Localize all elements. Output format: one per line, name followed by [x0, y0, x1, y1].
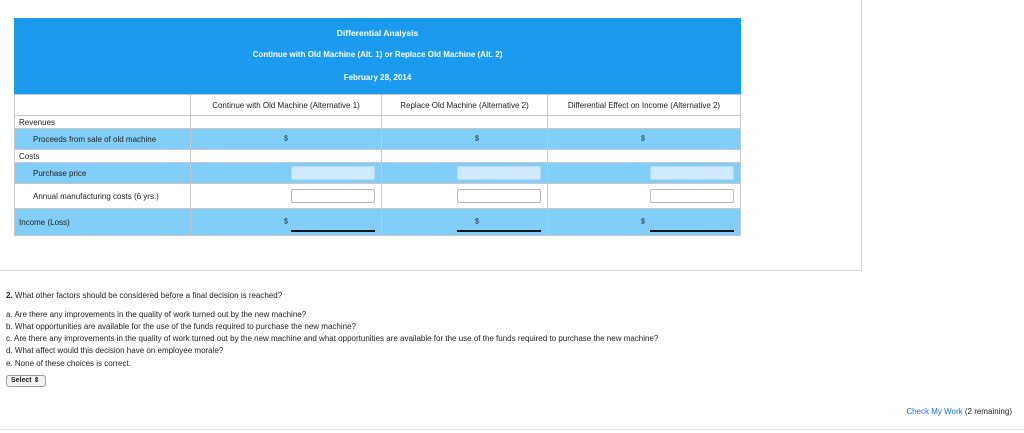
row-label-proceeds: Proceeds from sale of old machine — [15, 129, 191, 150]
income-alt2-total — [457, 230, 541, 232]
annual-alt1-input[interactable] — [291, 189, 375, 203]
annual-alt2-input[interactable] — [457, 189, 541, 203]
header-blank-cell — [15, 95, 191, 116]
currency-symbol: $ — [475, 135, 479, 143]
option-a: a. Are there any improvements in the quality of work turned out by the new machine? — [6, 310, 307, 319]
table-header — [14, 18, 741, 94]
purchase-diff-input[interactable] — [650, 166, 734, 180]
option-d: d. What affect would this decision have on employee morale? — [6, 346, 224, 355]
footer-divider — [0, 429, 1024, 430]
question-prompt — [6, 291, 282, 300]
currency-symbol: $ — [475, 218, 479, 226]
differential-table — [14, 94, 741, 236]
question-text: What other factors should be considered before a final decision is reached? — [14, 291, 283, 300]
attempts-remaining: (2 remaining) — [964, 407, 1012, 416]
answer-select[interactable]: Select ⇕ — [6, 375, 46, 387]
row-label-annual: Annual manufacturing costs (6 yrs.) — [15, 184, 191, 209]
col-header-diff: Differential Effect on Income (Alternative 2) — [548, 95, 741, 116]
check-my-work-link[interactable]: Check My Work — [906, 407, 963, 416]
income-diff-total — [650, 230, 734, 232]
row-label-income: Income (Loss) — [15, 209, 191, 236]
table-title: Differential Analysis — [336, 28, 419, 38]
currency-symbol: $ — [284, 135, 288, 143]
income-alt1-total — [291, 230, 375, 232]
col-header-alt1: Continue with Old Machine (Alternative 1) — [191, 95, 382, 116]
table-subtitle: Continue with Old Machine (Alt. 1) or Replace Old Machine (Alt. 2) — [252, 50, 503, 59]
row-label-costs: Costs — [15, 150, 191, 163]
option-c: c. Are there any improvements in the quality of work turned out by the new machine and what opportunities are available for the use of the funds required to purchase the new machine? — [6, 334, 659, 343]
row-label-revenues: Revenues — [15, 116, 191, 129]
annual-diff-input[interactable] — [650, 189, 734, 203]
currency-symbol: $ — [284, 218, 288, 226]
purchase-alt1-input[interactable] — [291, 166, 375, 180]
check-work-area — [906, 407, 1012, 416]
table-date: February 28, 2014 — [343, 73, 412, 82]
col-header-alt2: Replace Old Machine (Alternative 2) — [382, 95, 548, 116]
option-e: e. None of these choices is correct. — [6, 359, 131, 368]
row-label-purchase: Purchase price — [15, 163, 191, 184]
currency-symbol: $ — [641, 218, 645, 226]
currency-symbol: $ — [641, 135, 645, 143]
question-number: 2. — [6, 291, 13, 300]
option-b: b. What opportunities are available for the use of the funds required to purchase the new machine? — [6, 322, 356, 331]
purchase-alt2-input[interactable] — [457, 166, 541, 180]
